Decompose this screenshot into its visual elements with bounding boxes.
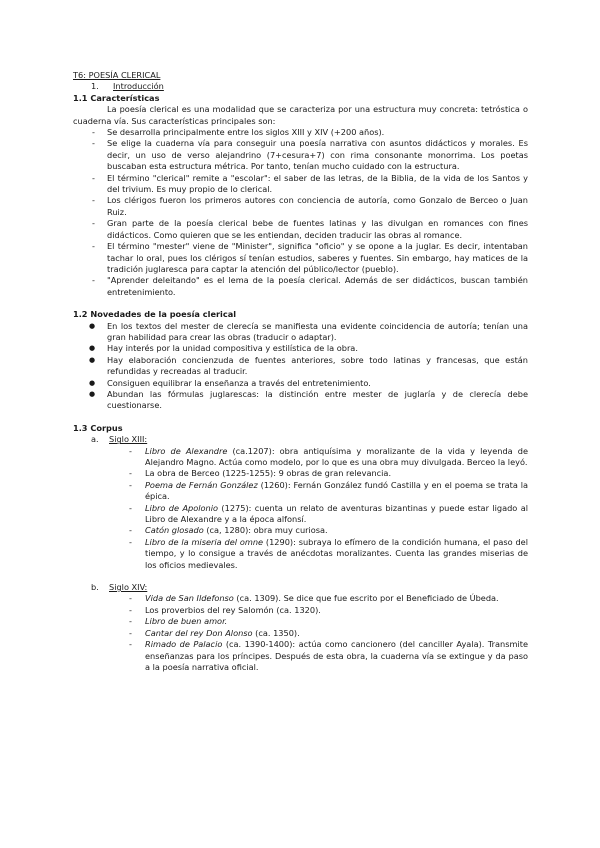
- section-heading-1-3: 1.3 Corpus: [73, 422, 123, 433]
- work-description: La obra de Berceo (1225-1255): 9 obras de gran relevancia.: [145, 468, 392, 479]
- work-item: [73, 639, 528, 673]
- work-item: [73, 446, 528, 469]
- work-item: [73, 605, 528, 616]
- list-item: - Se elige la cuaderna vía para conseguir una poesía narrativa con asuntos didácticos y morales. Es decir, un uso de verso alejandrino (7+cesura+7) con rima consonante monorrima. Los poetas buscaban esta estructura métrica. Por tanto, tenían mucho cuidado con la estructura.: [73, 138, 528, 172]
- work-title: Vida de San Ildefonso: [145, 593, 234, 604]
- list-item: - Los clérigos fueron los primeros autores con conciencia de autoría, como Gonzalo de Berceo o Juan Ruiz.: [73, 195, 528, 218]
- century-letter: a.: [91, 434, 99, 445]
- characteristics-list: [73, 127, 528, 298]
- work-description: (ca, 1280): obra muy curiosa.: [203, 525, 328, 536]
- work-item: [73, 468, 528, 479]
- century-heading-xiv: [91, 582, 528, 593]
- works-list-xiv: [73, 593, 528, 673]
- work-item: [73, 593, 528, 604]
- list-item: - Se desarrolla principalmente entre los siglos XIII y XIV (+200 años).: [73, 127, 528, 138]
- work-description: (ca.1207): obra antiquísima y moralizante de la vida y leyenda de Alejandro Magno. Actúa como modelo, por lo que es una obra muy divulgada. Berceo la leyó.: [145, 445, 528, 467]
- spacer: [73, 298, 528, 309]
- work-description: Los proverbios del rey Salomón (ca. 1320).: [145, 604, 321, 615]
- work-title: Libro de Alexandre: [145, 445, 228, 456]
- document-body: [73, 70, 528, 673]
- intro-heading: [91, 81, 528, 92]
- novedades-list: [73, 321, 528, 412]
- work-item: [73, 616, 528, 627]
- work-description: (1290): subraya lo efímero de la condición humana, el paso del tiempo, y lo consigue a través de anécdotas moralizantes. Cuenta las grandes miserias de los oficios medievales.: [145, 536, 528, 570]
- spacer: [73, 412, 528, 423]
- section-heading-1-2: 1.2 Novedades de la poesía clerical: [73, 309, 237, 320]
- intro-number: 1.: [91, 81, 99, 92]
- century-label: Siglo XIII:: [109, 434, 148, 445]
- work-item: [73, 503, 528, 526]
- list-item: ● Hay elaboración concienzuda de fuentes anteriores, sobre todo latinas y francesas, que están refundidas y recreadas al traducir.: [73, 355, 528, 378]
- work-description: (1260): Fernán González fundó Castilla y en el poema se trata la épica.: [145, 479, 528, 502]
- work-item: [73, 537, 528, 571]
- work-item: [73, 480, 528, 503]
- list-item: ● En los textos del mester de clerecía se manifiesta una evidente coincidencia de autoría; tenían una gran habilidad para crear las obras (traducir o adaptar).: [73, 321, 528, 344]
- work-title: Libro de la miseria del omne: [145, 536, 264, 547]
- work-description: (ca. 1309). Se dice que fue escrito por el Beneficiado de Úbeda.: [233, 593, 499, 604]
- work-title: Poema de Fernán González: [145, 479, 258, 490]
- list-item: ● Abundan las fórmulas juglarescas: la distinción entre mester de juglaría y de clerecía debe cuestionarse.: [73, 389, 528, 412]
- section-paragraph: La poesía clerical es una modalidad que se caracteriza por una estructura muy concreta: tetróstica o cuaderna vía. Sus características principales son:: [73, 104, 528, 126]
- work-title: Cantar del rey Don Alonso: [145, 627, 253, 638]
- work-title: Libro de Apolonio: [145, 502, 219, 513]
- list-item: - Gran parte de la poesía clerical bebe de fuentes latinas y las divulgan en romances con fines didácticos. Como quieren que se les entiendan, deciden traducir las obras al romance.: [73, 218, 528, 241]
- list-item: ● Hay interés por la unidad compositiva y estilística de la obra.: [73, 343, 528, 354]
- work-title: Catón glosado: [145, 525, 204, 536]
- work-item: [73, 525, 528, 536]
- work-description: (ca. 1350).: [252, 627, 300, 638]
- work-description: (1275): cuenta un relato de aventuras bizantinas y puede estar ligado al Libro de Alexandre y a la época alfonsí.: [145, 502, 528, 525]
- document-title: T6: POESÍA CLERICAL: [73, 70, 161, 80]
- list-item: - "Aprender deleitando" es el lema de la poesía clerical. Además de ser didácticos, buscan también entretenimiento.: [73, 275, 528, 298]
- intro-label: Introducción: [113, 81, 164, 92]
- century-letter: b.: [91, 582, 99, 593]
- list-item: - El término "mester" viene de "Minister", significa "oficio" y se opone a la juglar. Es decir, intentaban tachar lo oral, pues los clérigos sí tenían estudios, saberes y fuentes. Sin embargo, hay matices de la tradición juglaresca para captar la atención del público/lector (pueblo).: [73, 241, 528, 275]
- work-item: [73, 628, 528, 639]
- list-item: - El término "clerical" remite a "escolar": el saber de las letras, de la Biblia, de la vida de los Santos y del trivium. Es muy propio de lo clerical.: [73, 173, 528, 196]
- spacer: [73, 571, 528, 582]
- works-list-xiii: [73, 446, 528, 571]
- list-item: ● Consiguen equilibrar la enseñanza a través del entretenimiento.: [73, 378, 528, 389]
- century-heading-xiii: [91, 434, 528, 445]
- work-title: Rimado de Palacio: [145, 639, 223, 650]
- work-title: Libro de buen amor.: [145, 616, 228, 627]
- century-label: Siglo XIV:: [109, 582, 148, 593]
- work-description: (ca. 1390-1400): actúa como cancionero (del canciller Ayala). Transmite enseñanzas para los príncipes. Después de esta obra, la cuaderna vía se extingue y da paso a la poesía narrativa oficial.: [145, 639, 529, 672]
- section-heading-1-1: 1.1 Características: [73, 92, 160, 103]
